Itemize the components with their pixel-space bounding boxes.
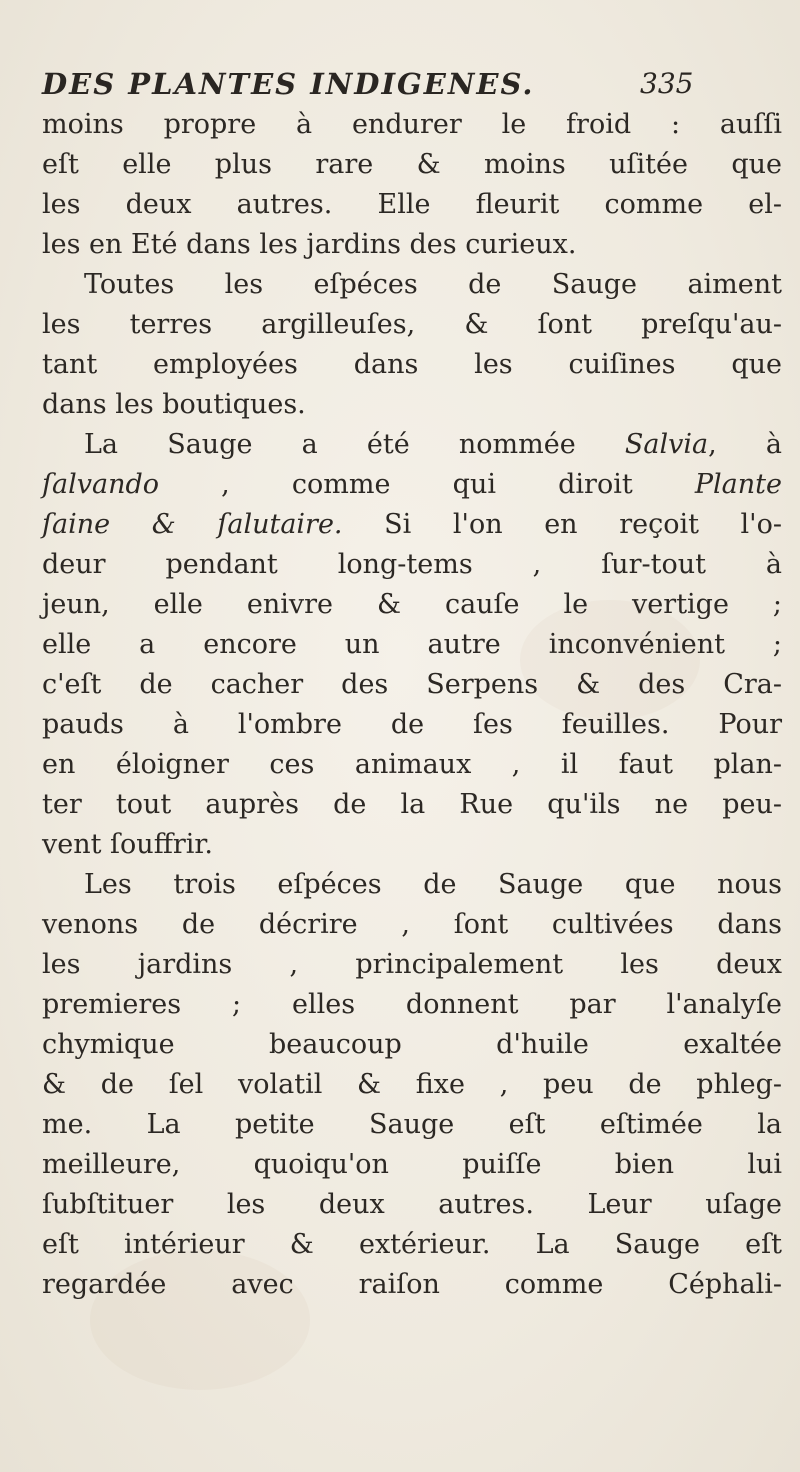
- text-line: [42, 225, 782, 265]
- running-title: DES PLANTES INDIGENES.: [42, 67, 535, 101]
- text-run: les terres argilleuſes, & ſont preſqu'au-: [42, 309, 782, 340]
- text-run: ter tout auprès de la Rue qu'ils ne peu-: [42, 789, 782, 820]
- text-line: [42, 1065, 782, 1105]
- text-line: [42, 625, 782, 665]
- text-run: me. La petite Sauge eſt eſtimée la: [42, 1109, 782, 1140]
- text-line: [42, 265, 782, 305]
- text-run: Si l'on en reçoit l'o-: [342, 509, 782, 540]
- text-run: Les trois eſpéces de Sauge que nous: [84, 869, 782, 900]
- text-run: vent ſouffrir.: [42, 829, 213, 860]
- text-line: [42, 505, 782, 545]
- text-line: [42, 1145, 782, 1185]
- text-line: [42, 185, 782, 225]
- text-line: [42, 745, 782, 785]
- text-line: [42, 145, 782, 185]
- text-run: premieres ; elles donnent par l'analyſe: [42, 989, 782, 1020]
- text-run: les deux autres. Elle fleurit comme el-: [42, 189, 782, 220]
- italic-text: Plante: [694, 469, 782, 500]
- text-line: [42, 385, 782, 425]
- text-run: chymique beaucoup d'huile exaltée: [42, 1029, 782, 1060]
- text-run: meilleure, quoiqu'on puiſſe bien lui: [42, 1149, 782, 1180]
- text-run: eſt elle plus rare & moins uſitée que: [42, 149, 782, 180]
- body-text: [42, 105, 782, 1305]
- text-run: deur pendant long-tems , ſur-tout à: [42, 549, 782, 580]
- text-line: [42, 425, 782, 465]
- text-line: [42, 1105, 782, 1145]
- text-line: [42, 825, 782, 865]
- text-line: [42, 545, 782, 585]
- text-run: pauds à l'ombre de ſes feuilles. Pour: [42, 709, 782, 740]
- text-line: [42, 465, 782, 505]
- text-line: [42, 905, 782, 945]
- text-run: c'eſt de cacher des Serpens & des Cra-: [42, 669, 782, 700]
- text-line: [42, 105, 782, 145]
- text-line: [42, 865, 782, 905]
- text-line: [42, 1265, 782, 1305]
- text-run: eſt intérieur & extérieur. La Sauge eſt: [42, 1229, 782, 1260]
- text-run: La Sauge a été nommée: [84, 429, 625, 460]
- italic-text: ſalvando: [42, 469, 160, 500]
- text-run: les jardins , principalement les deux: [42, 949, 782, 980]
- italic-text: Salvia: [624, 429, 709, 460]
- text-run: regardée avec raiſon comme Céphali-: [42, 1269, 782, 1300]
- text-run: , comme qui diroit: [159, 469, 695, 500]
- text-line: [42, 1185, 782, 1225]
- text-line: [42, 1225, 782, 1265]
- text-run: dans les boutiques.: [42, 389, 306, 420]
- text-line: [42, 705, 782, 745]
- text-run: ſubſtituer les deux autres. Leur uſage: [42, 1189, 782, 1220]
- text-line: [42, 785, 782, 825]
- text-line: [42, 945, 782, 985]
- text-line: [42, 345, 782, 385]
- text-run: tant employées dans les cuiſines que: [42, 349, 782, 380]
- italic-text: ſaine & ſalutaire.: [42, 509, 343, 540]
- text-run: elle a encore un autre inconvénient ;: [42, 629, 782, 660]
- text-run: moins propre à endurer le froid : auſſi: [42, 109, 782, 140]
- text-run: venons de décrire , ſont cultivées dans: [42, 909, 782, 940]
- text-run: , à: [708, 429, 782, 460]
- text-line: [42, 585, 782, 625]
- text-line: [42, 665, 782, 705]
- text-run: jeun, elle enivre & cauſe le vertige ;: [42, 589, 782, 620]
- text-line: [42, 1025, 782, 1065]
- text-run: les en Eté dans les jardins des curieux.: [42, 229, 577, 260]
- text-run: en éloigner ces animaux , il faut plan-: [42, 749, 782, 780]
- text-run: Toutes les eſpéces de Sauge aiment: [84, 269, 782, 300]
- text-run: & de ſel volatil & fixe , peu de phleg-: [42, 1069, 782, 1100]
- text-line: [42, 985, 782, 1025]
- text-line: [42, 305, 782, 345]
- running-header: [42, 64, 782, 108]
- page-number: 335: [640, 67, 694, 100]
